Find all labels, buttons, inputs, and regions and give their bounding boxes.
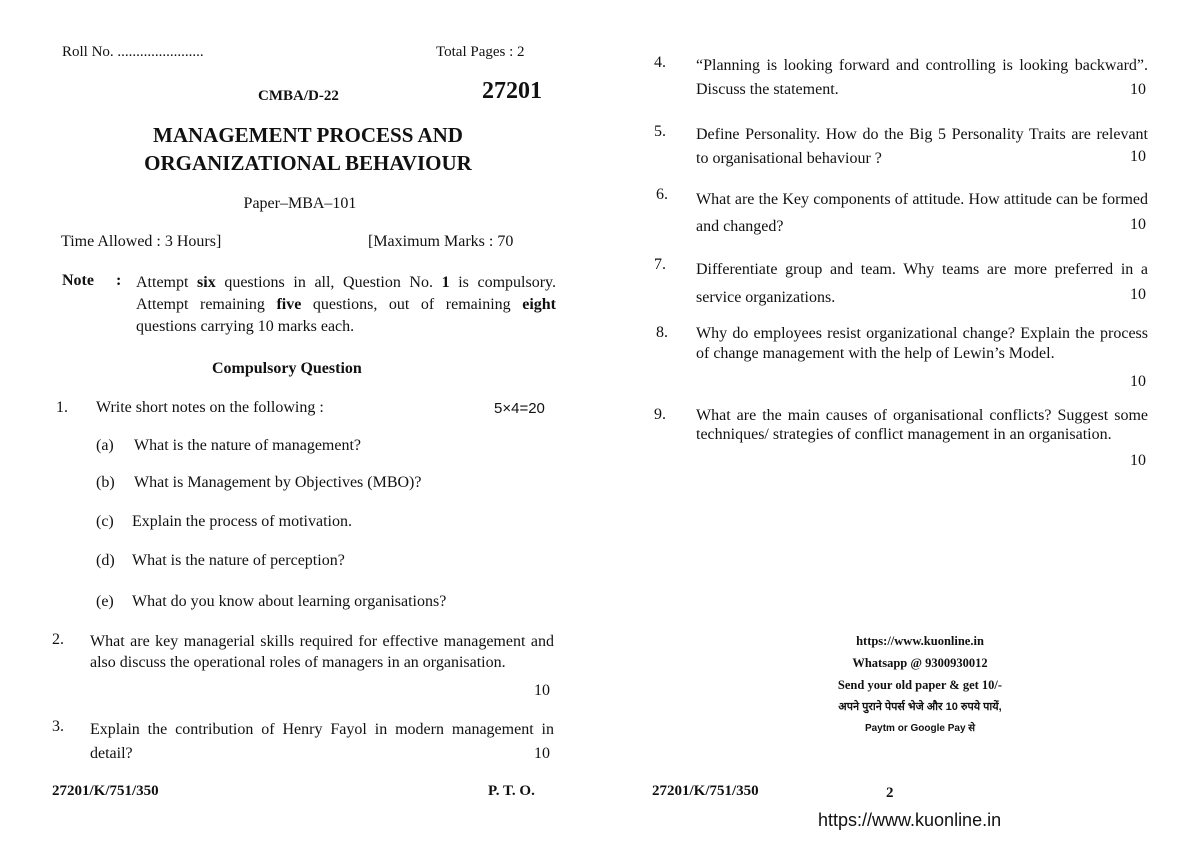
footer-code: 27201/K/751/350 [52,783,159,799]
question-9-text: What are the main causes of organisational conflicts? Suggest some techniques/ strategies of conflict management in an organisation. [696,407,1148,443]
footer-pto: P. T. O. [488,783,535,799]
question-4-marks: 10 [1130,81,1146,98]
footer-url[interactable]: https://www.kuonline.in [818,810,1002,830]
maximum-marks: [Maximum Marks : 70 [368,233,514,250]
question-6-text: What are the Key components of attitude. How attitude can be formed and changed? [696,191,1148,235]
paper-name: Paper–MBA–101 [243,195,357,212]
question-4-text: “Planning is looking forward and controlling is looking backward”. Discuss the statement. [696,57,1148,98]
course-code: CMBA/D-22 [258,88,339,104]
question-1-part-a: (a) What is the nature of management? [96,437,362,454]
question-7-number: 7. [654,256,666,273]
question-1-part-e: (e) What do you know about learning organisations? [96,593,447,610]
question-3-marks: 10 [534,745,550,762]
question-5-number: 5. [654,123,666,140]
title-line-1: MANAGEMENT PROCESS AND [153,123,463,147]
page-two [600,0,1200,849]
question-7-marks: 10 [1130,286,1146,303]
question-8-text: Why do employees resist organizational change? Explain the process of change management with the help of Lewin’s Model. [696,325,1148,362]
promo-block [790,630,1050,740]
note-colon: : [116,272,122,289]
time-allowed: Time Allowed : 3 Hours] [61,233,222,250]
question-2-number: 2. [52,631,64,648]
promo-whatsapp: Whatsapp @ 9300930012 [852,656,988,670]
question-1-text: Write short notes on the following : [96,399,324,416]
note-text: Attempt six questions in all, Question No. 1 is compulsory. Attempt remaining five questions, out of remaining eight questions carrying 10 marks each. [136,274,556,335]
question-3-number: 3. [52,718,64,735]
promo-hindi: अपने पुराने पेपर्स भेजे और 10 रुपये पायें, [838,701,1002,713]
title-line-2: ORGANIZATIONAL BEHAVIOUR [144,151,472,175]
question-5-marks: 10 [1130,148,1146,165]
question-1-number: 1. [56,399,68,416]
question-4-number: 4. [654,54,666,71]
question-8-number: 8. [656,324,668,341]
roll-number: Roll No. ....................... [62,44,204,60]
question-3-text: Explain the contribution of Henry Fayol in modern management in detail? [90,721,554,762]
promo-payment: Paytm or Google Pay से [864,723,976,734]
section-heading: Compulsory Question [212,360,362,377]
note-label: Note [62,272,94,289]
question-1-marks: 5×4=20 [494,400,545,417]
promo-url[interactable]: https://www.kuonline.in [856,634,984,648]
question-7-text: Differentiate group and team. Why teams are more preferred in a service organizations. [696,261,1148,306]
question-1-part-d: (d) What is the nature of perception? [96,552,345,569]
question-1-part-c: (c) Explain the process of motivation. [96,513,352,530]
question-5-text: Define Personality. How do the Big 5 Personality Traits are relevant to organisational behaviour ? [696,126,1148,167]
question-9-marks: 10 [1130,452,1146,469]
question-8-marks: 10 [1130,373,1146,390]
question-2-marks: 10 [534,682,550,699]
question-2-text: What are key managerial skills required for effective management and also discuss the operational roles of managers in an organisation. [90,633,554,671]
question-6-marks: 10 [1130,216,1146,233]
question-9-number: 9. [654,406,666,423]
paper-code: 27201 [482,78,542,104]
promo-offer: Send your old paper & get 10/- [837,678,1003,692]
total-pages: Total Pages : 2 [436,44,525,60]
footer-code: 27201/K/751/350 [652,783,759,799]
question-1-part-b: (b) What is Management by Objectives (MBO)? [96,474,422,491]
page-number: 2 [886,785,894,801]
question-6-number: 6. [656,186,668,203]
